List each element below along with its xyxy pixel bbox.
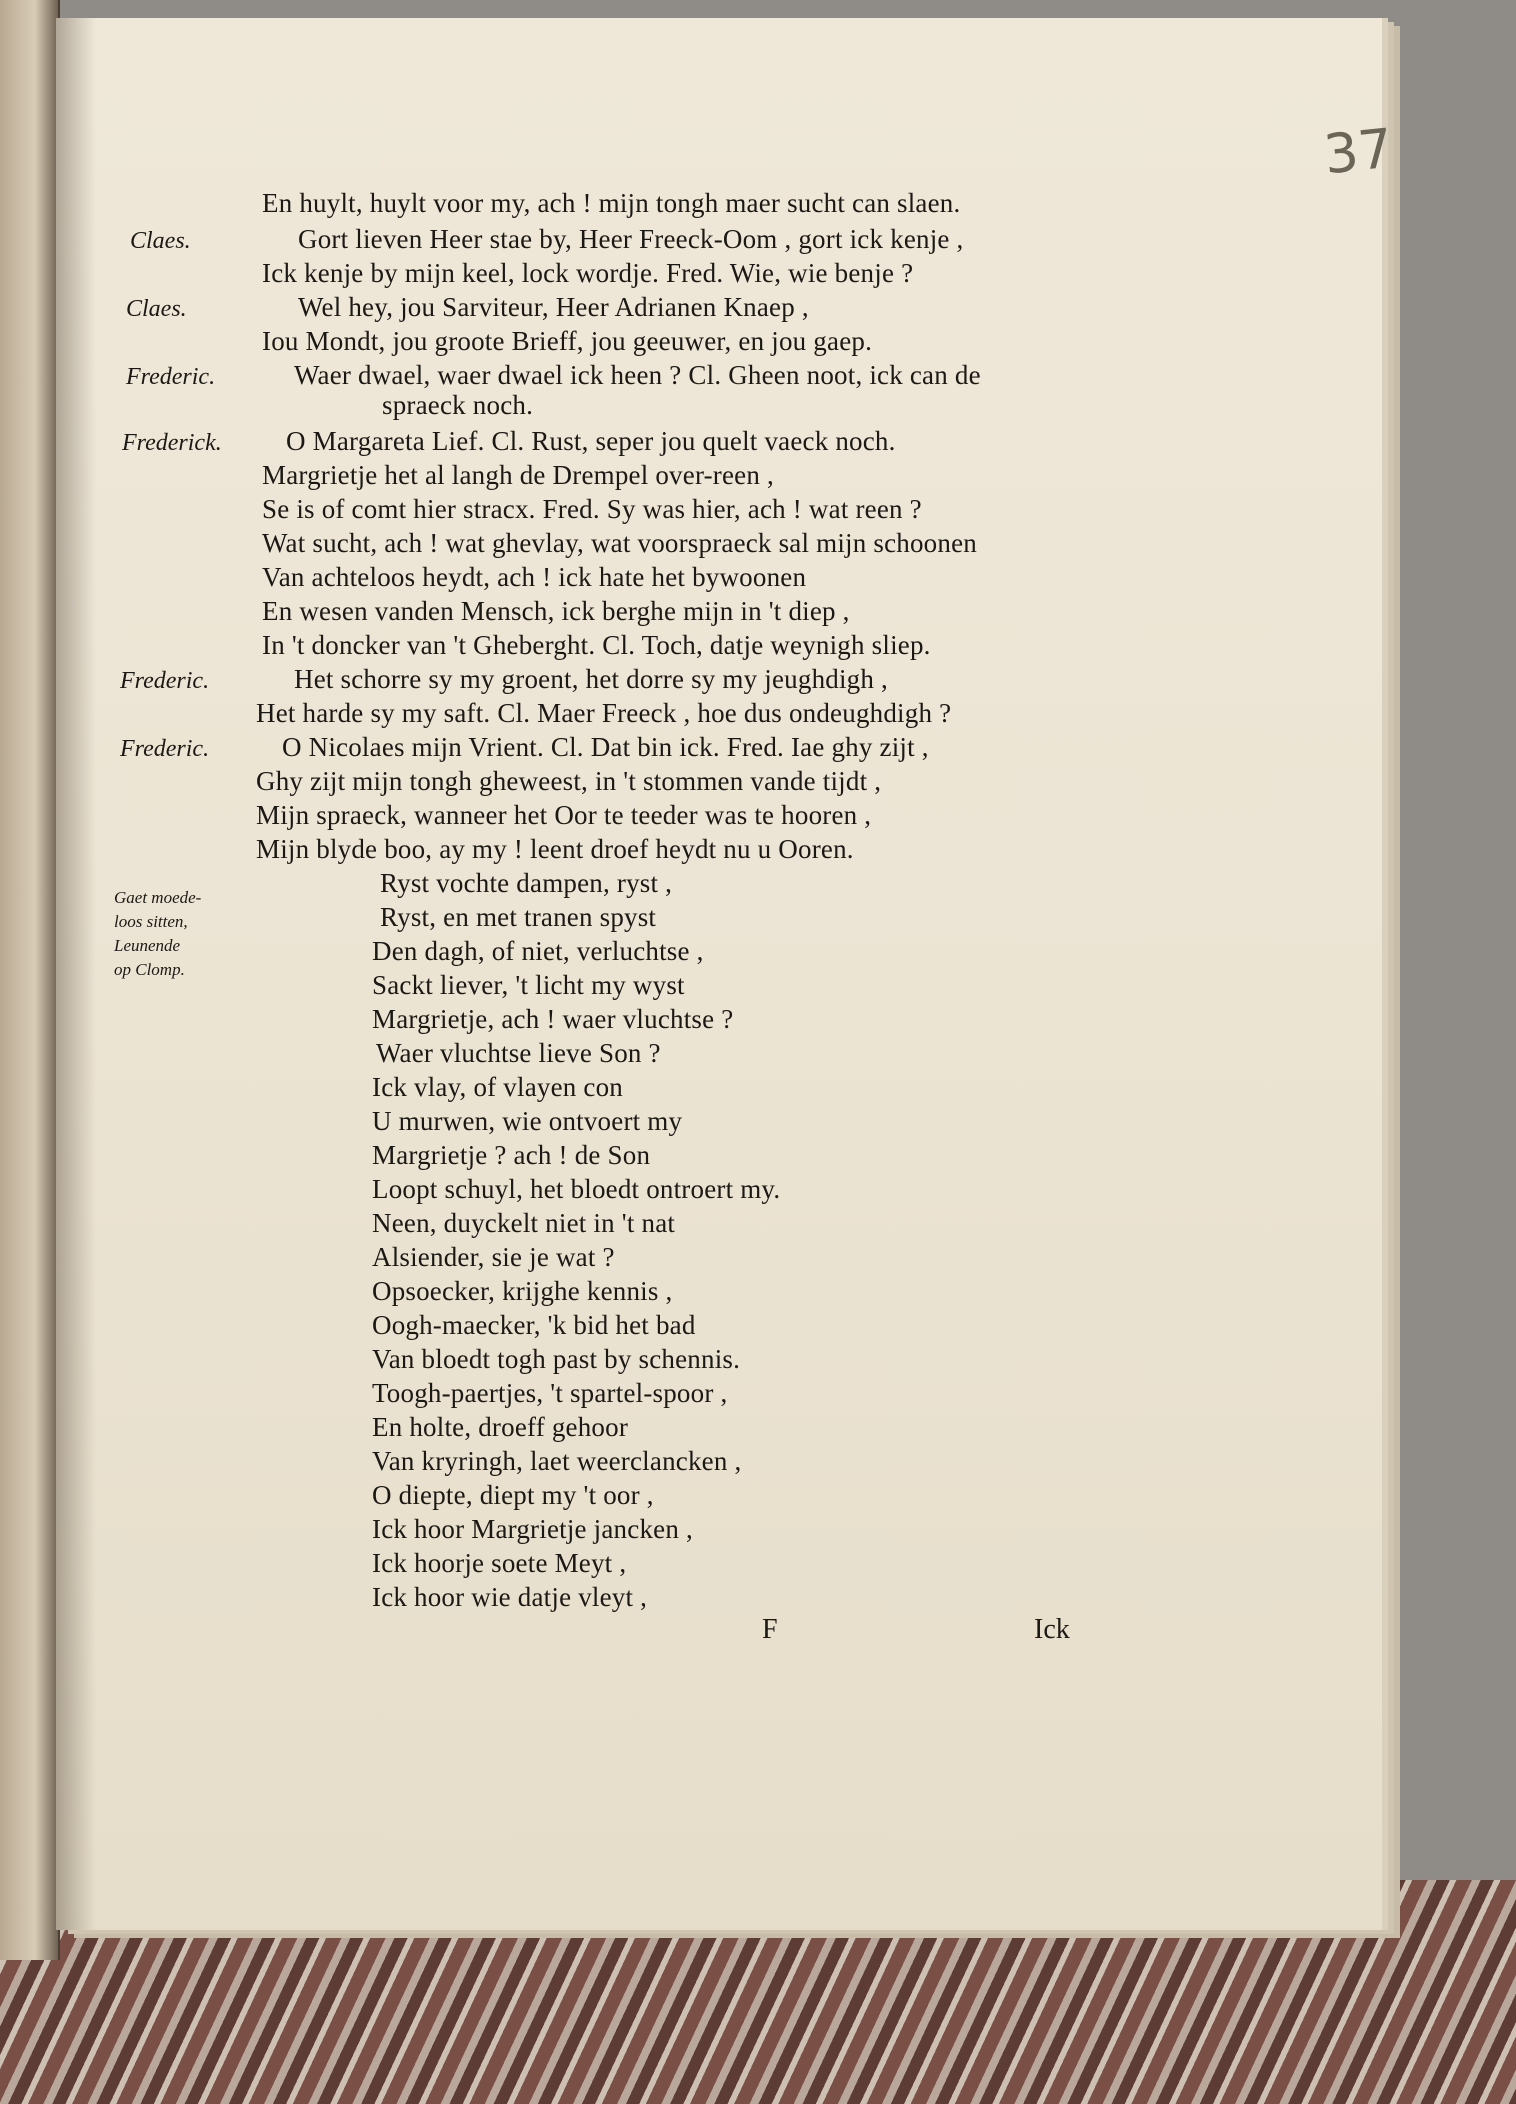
verse-line: Loopt schuyl, het bloedt ontroert my. xyxy=(372,1174,781,1204)
verse-line: Ick hoor Margrietje jancken , xyxy=(372,1514,693,1544)
signature-mark: F xyxy=(762,1614,778,1645)
verse-line: Waer dwael, waer dwael ick heen ? Cl. Gheen noot, ick can de xyxy=(294,360,981,390)
verse-line: Van achteloos heydt, ach ! ick hate het bywoonen xyxy=(262,562,807,592)
left-page-edge xyxy=(0,0,60,1960)
verse-line: Wat sucht, ach ! wat ghevlay, wat voorspraeck sal mijn schoonen xyxy=(262,528,977,558)
verse-line: O diepte, diept my 't oor , xyxy=(372,1480,654,1510)
verse-line: Waer vluchtse lieve Son ? xyxy=(376,1038,661,1068)
verse-line: Het harde sy my saft. Cl. Maer Freeck , hoe dus ondeughdigh ? xyxy=(256,698,952,728)
stage-direction: Gaet moede- loos sitten, Leunende op Clomp. xyxy=(114,888,202,979)
verse-line: Gort lieven Heer stae by, Heer Freeck-Oom , gort ick kenje , xyxy=(298,224,964,254)
verse-line: Alsiender, sie je wat ? xyxy=(372,1242,615,1272)
verse-line: Van kryringh, laet weerclancken , xyxy=(372,1446,742,1476)
verse-line: En huylt, huylt voor my, ach ! mijn tongh maer sucht can slaen. xyxy=(262,188,961,218)
verse-line: O Margareta Lief. Cl. Rust, seper jou quelt vaeck noch. xyxy=(286,426,896,456)
verse-line: Se is of comt hier stracx. Fred. Sy was hier, ach ! wat reen ? xyxy=(262,494,922,524)
verse-line: Mijn spraeck, wanneer het Oor te teeder was te hooren , xyxy=(256,800,872,830)
verse-line: Toogh-paertjes, 't spartel-spoor , xyxy=(372,1378,728,1408)
verse-line: Oogh-maecker, 'k bid het bad xyxy=(372,1310,696,1340)
verse-line: Sackt liever, 't licht my wyst xyxy=(372,970,685,1000)
verse-line: Ick kenje by mijn keel, lock wordje. Fred. Wie, wie benje ? xyxy=(262,258,914,288)
verse-line: Ryst vochte dampen, ryst , xyxy=(380,868,673,898)
verse-line: Ghy zijt mijn tongh gheweest, in 't stommen vande tijdt , xyxy=(256,766,882,796)
book-page xyxy=(56,18,1396,1930)
verse-line: Iou Mondt, jou groote Brieff, jou geeuwer, en jou gaep. xyxy=(262,326,873,356)
verse-line: En wesen vanden Mensch, ick berghe mijn in 't diep , xyxy=(262,596,850,626)
verse-line: Van bloedt togh past by schennis. xyxy=(372,1344,741,1374)
speaker-label: Frederic. xyxy=(120,736,210,762)
speaker-label: Frederic. xyxy=(120,668,210,694)
verse-line: Mijn blyde boo, ay my ! leent droef heydt nu u Ooren. xyxy=(256,834,854,864)
speaker-label: Claes. xyxy=(126,296,187,322)
verse-line: Ick hoor wie datje vleyt , xyxy=(372,1582,648,1612)
verse-line: Margrietje, ach ! waer vluchtse ? xyxy=(372,1004,734,1034)
verse-line: Opsoecker, krijghe kennis , xyxy=(372,1276,673,1306)
folio-number: 37 xyxy=(1320,116,1396,187)
verse-line: Ryst, en met tranen spyst xyxy=(380,902,657,932)
verse-line: Het schorre sy my groent, het dorre sy my jeughdigh , xyxy=(294,664,888,694)
verse-line: Den dagh, of niet, verluchtse , xyxy=(372,936,704,966)
verse-line: Ick hoorje soete Meyt , xyxy=(372,1548,627,1578)
verse-line: En holte, droeff gehoor xyxy=(372,1412,629,1442)
verse-line: Margrietje ? ach ! de Son xyxy=(372,1140,651,1170)
speaker-label: Frederick. xyxy=(122,430,222,456)
verse-line: Ick vlay, of vlayen con xyxy=(372,1072,624,1102)
speaker-label: Frederic. xyxy=(126,364,216,390)
verse-line: U murwen, wie ontvoert my xyxy=(372,1106,683,1136)
verse-line: spraeck noch. xyxy=(382,390,534,420)
verse-line: In 't doncker van 't Gheberght. Cl. Toch, datje weynigh sliep. xyxy=(262,630,931,660)
verse-line: Wel hey, jou Sarviteur, Heer Adrianen Knaep , xyxy=(298,292,809,322)
verse-line: Neen, duyckelt niet in 't nat xyxy=(372,1208,676,1238)
verse-line: O Nicolaes mijn Vrient. Cl. Dat bin ick. Fred. Iae ghy zijt , xyxy=(282,732,929,762)
verse-line: Margrietje het al langh de Drempel over-reen , xyxy=(262,460,774,490)
catchword: Ick xyxy=(1034,1614,1070,1645)
speaker-label: Claes. xyxy=(130,228,191,254)
